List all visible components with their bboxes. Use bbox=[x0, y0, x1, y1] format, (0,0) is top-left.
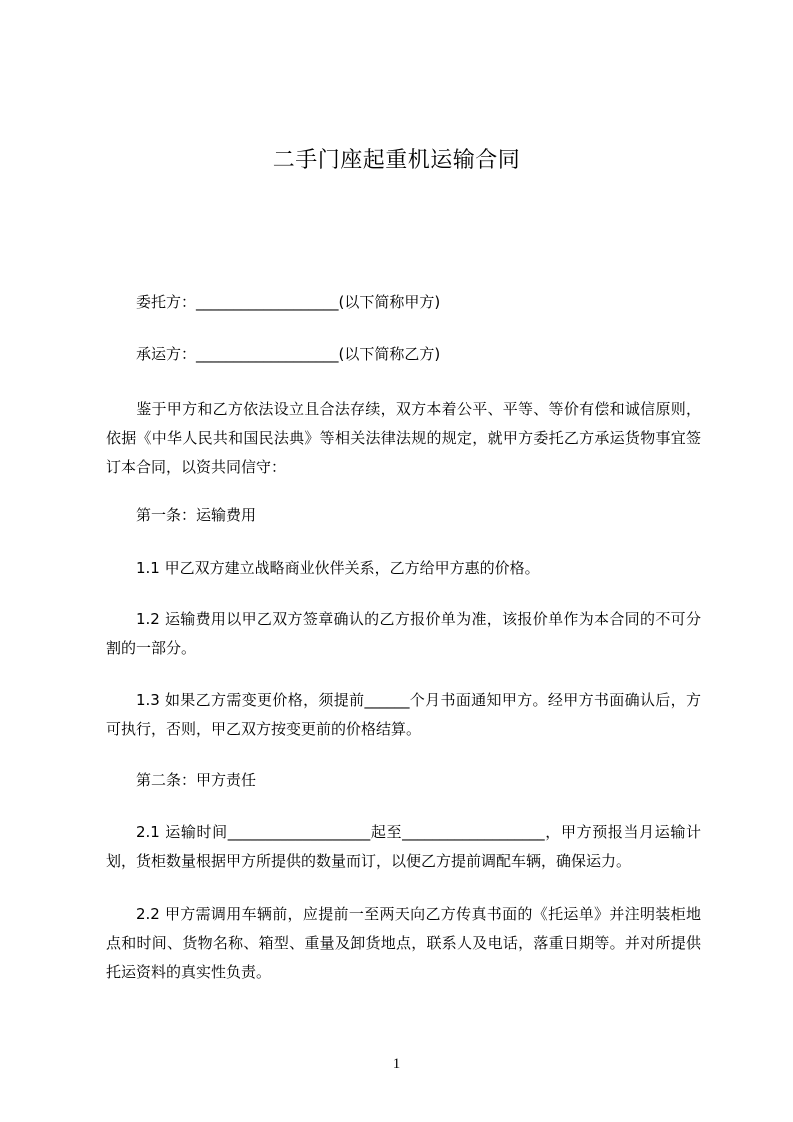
clause-2-1-text: 2.1 运输时间___________________起至___________________，甲方预报当月运输计划，货柜数量根据甲方所提供的数量而订，以便乙方提前调配车辆，确保运力。 bbox=[106, 823, 701, 870]
article-1-heading: 第一条：运输费用 bbox=[136, 506, 257, 524]
clause-1-2-text: 1.2 运输费用以甲乙双方签章确认的乙方报价单为准，该报价单作为本合同的不可分割的一部分。 bbox=[106, 610, 701, 657]
preamble-text: 鉴于甲方和乙方依法设立且合法存续，双方本着公平、平等、等价有偿和诚信原则，依据《中华人民共和国民法典》等相关法律法规的规定，就甲方委托乙方承运货物事宜签订本合同，以资共同信守： bbox=[106, 400, 701, 476]
preamble-paragraph bbox=[106, 395, 701, 482]
clause-2-1 bbox=[106, 818, 701, 876]
clause-1-3-text: 1.3 如果乙方需变更价格，须提前______个月书面通知甲方。经甲方书面确认后，方可执行，否则，甲乙双方按变更前的价格结算。 bbox=[106, 691, 701, 738]
article-2-heading: 第二条：甲方责任 bbox=[136, 771, 257, 789]
clause-2-2-text: 2.2 甲方需调用车辆前，应提前一至两天向乙方传真书面的《托运单》并注明装柜地点和时间、货物名称、箱型、重量及卸货地点，联系人及电话，落重日期等。并对所提供托运资料的真实性负责。 bbox=[106, 905, 701, 981]
clause-2-2 bbox=[106, 900, 701, 987]
page-number: 1 bbox=[392, 1056, 401, 1072]
carrier-party-line: 承运方：___________________(以下简称乙方) bbox=[136, 345, 441, 363]
clause-1-3 bbox=[106, 686, 701, 744]
clause-1-1: 1.1 甲乙双方建立战略商业伙伴关系，乙方给甲方惠的价格。 bbox=[136, 559, 540, 577]
document-title: 二手门座起重机运输合同 bbox=[272, 148, 521, 173]
clause-1-2 bbox=[106, 605, 701, 663]
principal-party-line: 委托方：___________________(以下简称甲方) bbox=[136, 293, 441, 311]
